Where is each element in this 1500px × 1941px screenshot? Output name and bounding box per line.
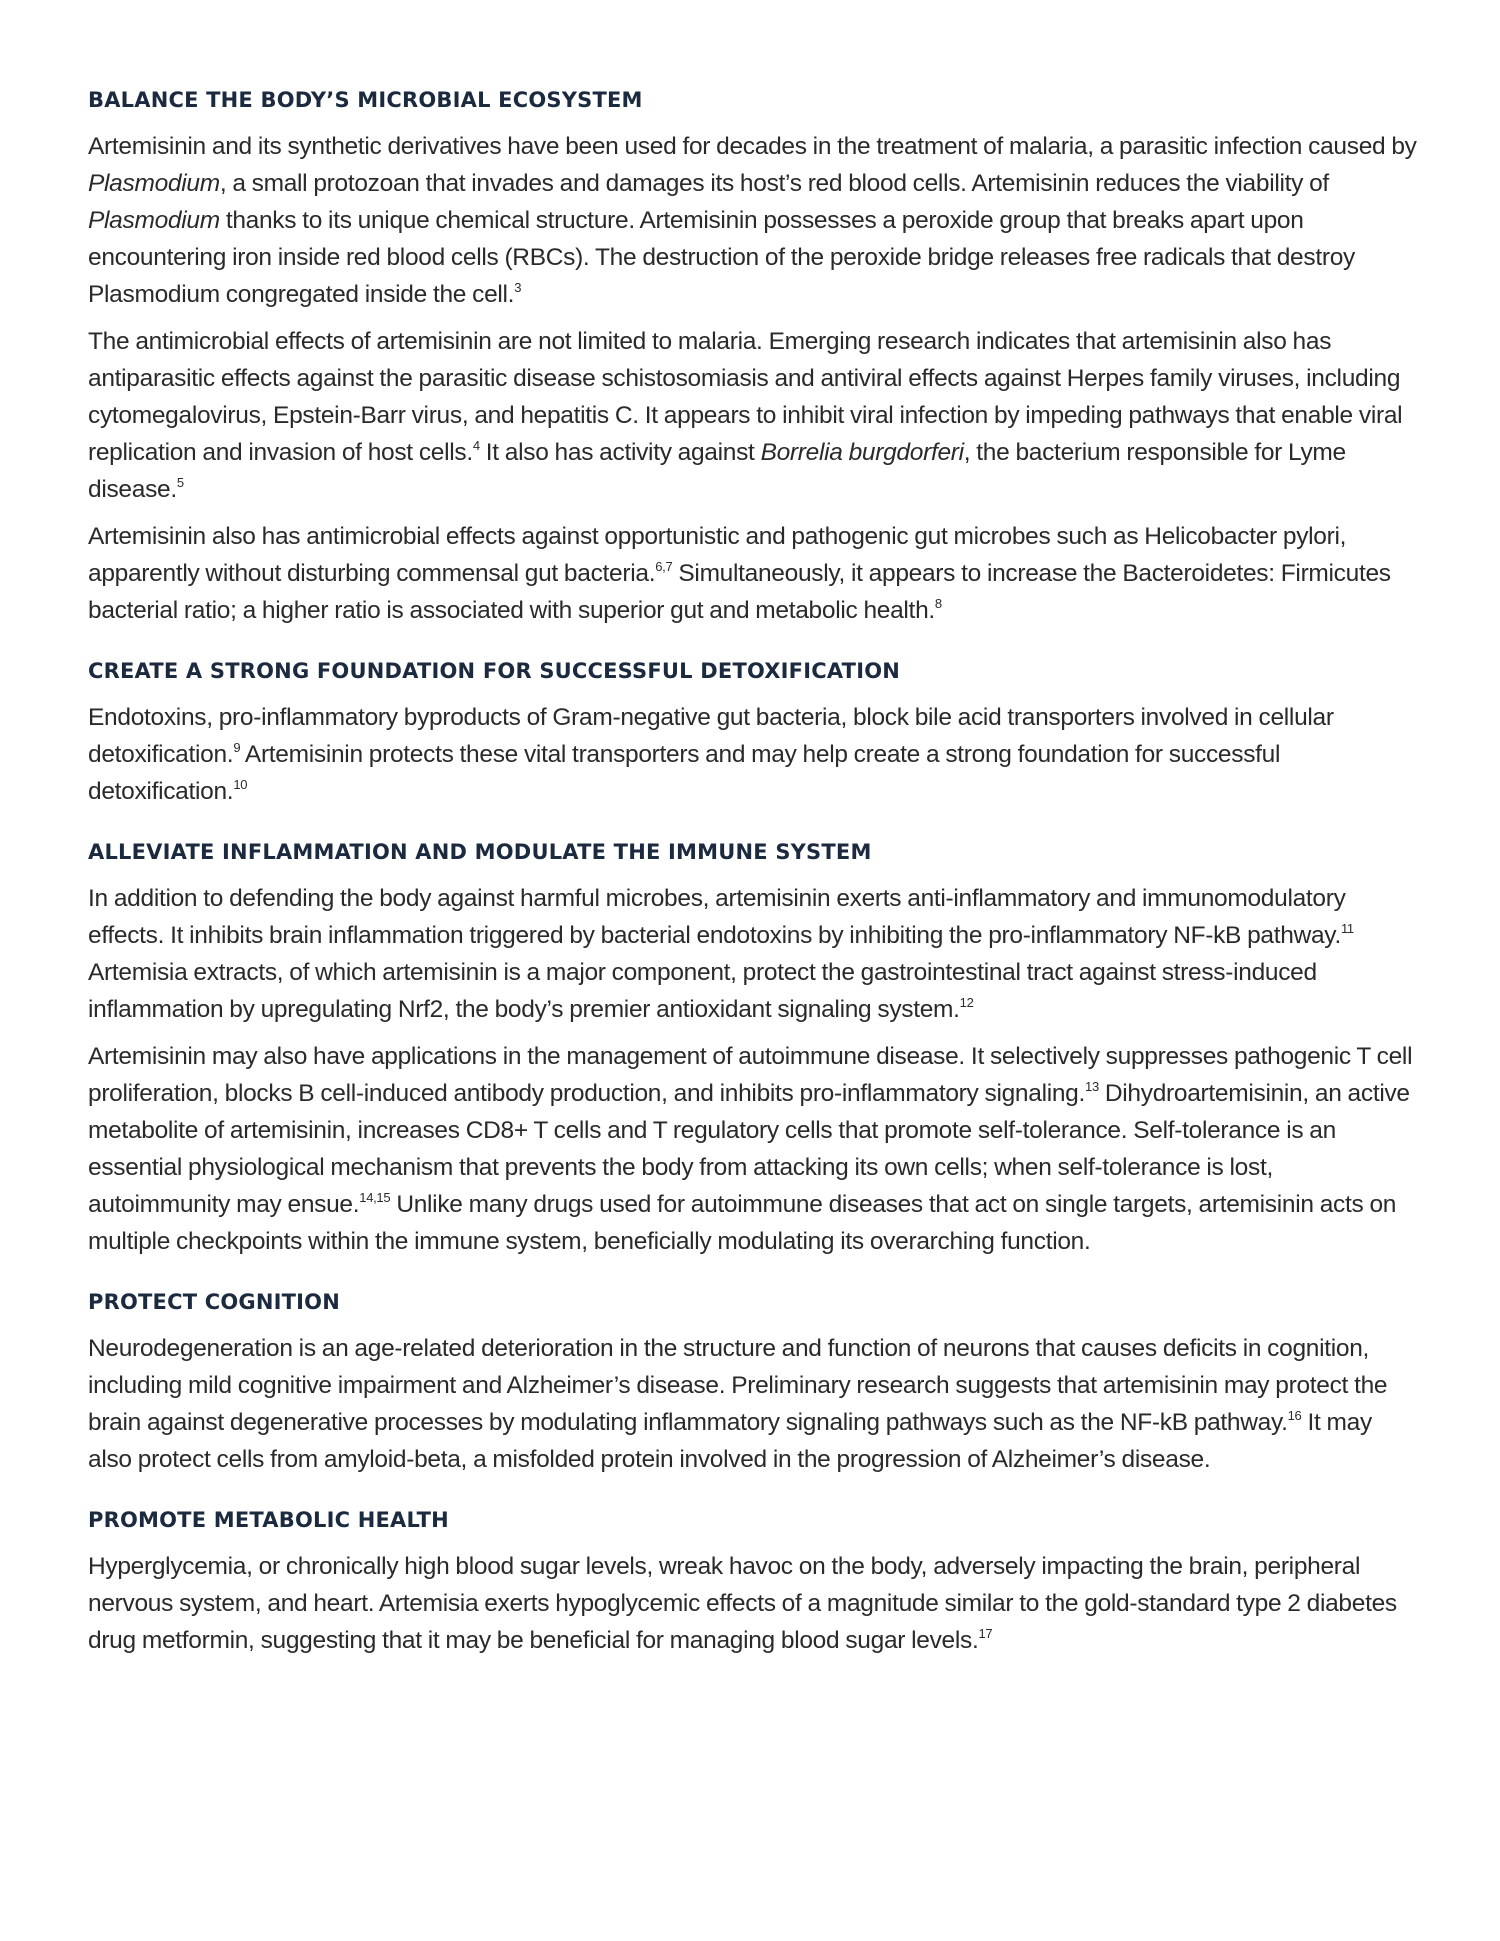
paragraph: In addition to defending the body against harmful microbes, artemisinin exerts anti-inflammatory and immunomodulatory effects. It inhibits brain inflammation triggered by bacterial endotoxins by inhibiting the pro-inflammatory NF-kB pathway.$^{11}$ Artemisia extracts, of which artemisinin is a major component, protect the gastrointestinal tract against stress-induced inflammation by upregulating Nrf2, the body’s premier antioxidant signaling system.$^{12}$ [88,885,1354,1023]
citation-superscript: 17 [978,1625,993,1641]
document-page [88,86,1418,1687]
citation-superscript: 12 [959,994,974,1010]
section-cognition [88,1288,1418,1478]
section-heading: PROMOTE METABOLIC HEALTH [88,1508,449,1532]
citation-superscript: 6,7 [655,558,673,574]
citation-superscript: 5 [176,474,184,490]
paragraph: Hyperglycemia, or chronically high blood sugar levels, wreak havoc on the body, adversely impacting the brain, peripheral nervous system, and heart. Artemisia exerts hypoglycemic effects of a magnitude similar to the gold-standard type 2 diabetes drug metformin, suggesting that it may be beneficial for managing blood sugar levels.$^{17}$ [88,1553,1397,1654]
section-detoxification [88,657,1418,810]
paragraph: Endotoxins, pro-inflammatory byproducts of Gram-negative gut bacteria, block bile acid transporters involved in cellular detoxification.$^9$ Artemisinin protects these vital transporters and may help create a strong foundation for successful detoxification.$^{10}$ [88,704,1334,805]
section-microbial-ecosystem [88,86,1418,629]
citation-superscript: 16 [1287,1407,1302,1423]
citation-superscript: 14,15 [359,1189,391,1205]
citation-superscript: 10 [233,776,248,792]
paragraph: Neurodegeneration is an age-related deterioration in the structure and function of neurons that causes deficits in cognition, including mild cognitive impairment and Alzheimer’s disease. Preliminary research suggests that artemisinin may protect the brain against degenerative processes by modulating inflammatory signaling pathways such as the NF-kB pathway.$^{16}$ It may also protect cells from amyloid-beta, a misfolded protein involved in the progression of Alzheimer’s disease. [88,1335,1388,1473]
citation-superscript: 11 [1340,920,1354,936]
section-metabolic-health [88,1506,1418,1659]
section-heading: PROTECT COGNITION [88,1290,340,1314]
paragraph: Artemisinin may also have applications in the management of autoimmune disease. It selectively suppresses pathogenic T cell proliferation, blocks B cell-induced antibody production, and inhibits pro-inflammatory signaling.$^{13}$ Dihydroartemisinin, an active metabolite of artemisinin, increases CD8+ T cells and T regulatory cells that promote self-tolerance. Self-tolerance is an essential physiological mechanism that prevents the body from attacking its own cells; when self-tolerance is lost, autoimmunity may ensue.$^{14,15}$ Unlike many drugs used for autoimmune diseases that act on single targets, artemisinin acts on multiple checkpoints within the immune system, beneficially modulating its overarching function. [88,1043,1413,1255]
citation-superscript: 13 [1085,1078,1099,1094]
citation-superscript: 8 [934,595,942,611]
citation-superscript: 9 [233,739,241,755]
section-heading: CREATE A STRONG FOUNDATION FOR SUCCESSFUL DETOXIFICATION [88,659,901,683]
paragraph: Artemisinin also has antimicrobial effects against opportunistic and pathogenic gut microbes such as Helicobacter pylori, apparently without disturbing commensal gut bacteria.$^{6,7}$ Simultaneously, it appears to increase the Bacteroidetes: Firmicutes bacterial ratio; a higher ratio is associated with superior gut and metabolic health.$^8$ [88,523,1391,624]
section-heading: BALANCE THE BODY’S MICROBIAL ECOSYSTEM [88,88,643,112]
italic-term: Borrelia burgdorferi [760,439,964,466]
section-heading: ALLEVIATE INFLAMMATION AND MODULATE THE IMMUNE SYSTEM [88,840,872,864]
italic-term: Plasmodium [88,170,220,197]
citation-superscript: 4 [472,437,480,453]
paragraph: The antimicrobial effects of artemisinin are not limited to malaria. Emerging research indicates that artemisinin also has antiparasitic effects against the parasitic disease schistosomiasis and antiviral effects against Herpes family viruses, including cytomegalovirus, Epstein-Barr virus, and hepatitis C. It appears to inhibit viral infection by impeding pathways that enable viral replication and invasion of host cells.$^4$ It also has activity against Borrelia burgdorferi, the bacterium responsible for Lyme disease.$^5$ [88,328,1403,503]
italic-term: Plasmodium [88,207,220,234]
citation-superscript: 3 [514,279,522,295]
paragraph: Artemisinin and its synthetic derivatives have been used for decades in the treatment of malaria, a parasitic infection caused by Plasmodium, a small protozoan that invades and damages its host’s red blood cells. Artemisinin reduces the viability of Plasmodium thanks to its unique chemical structure. Artemisinin possesses a peroxide group that breaks apart upon encountering iron inside red blood cells (RBCs). The destruction of the peroxide bridge releases free radicals that destroy Plasmodium congregated inside the cell.$^3$ [88,133,1417,308]
section-inflammation-immune [88,838,1418,1260]
